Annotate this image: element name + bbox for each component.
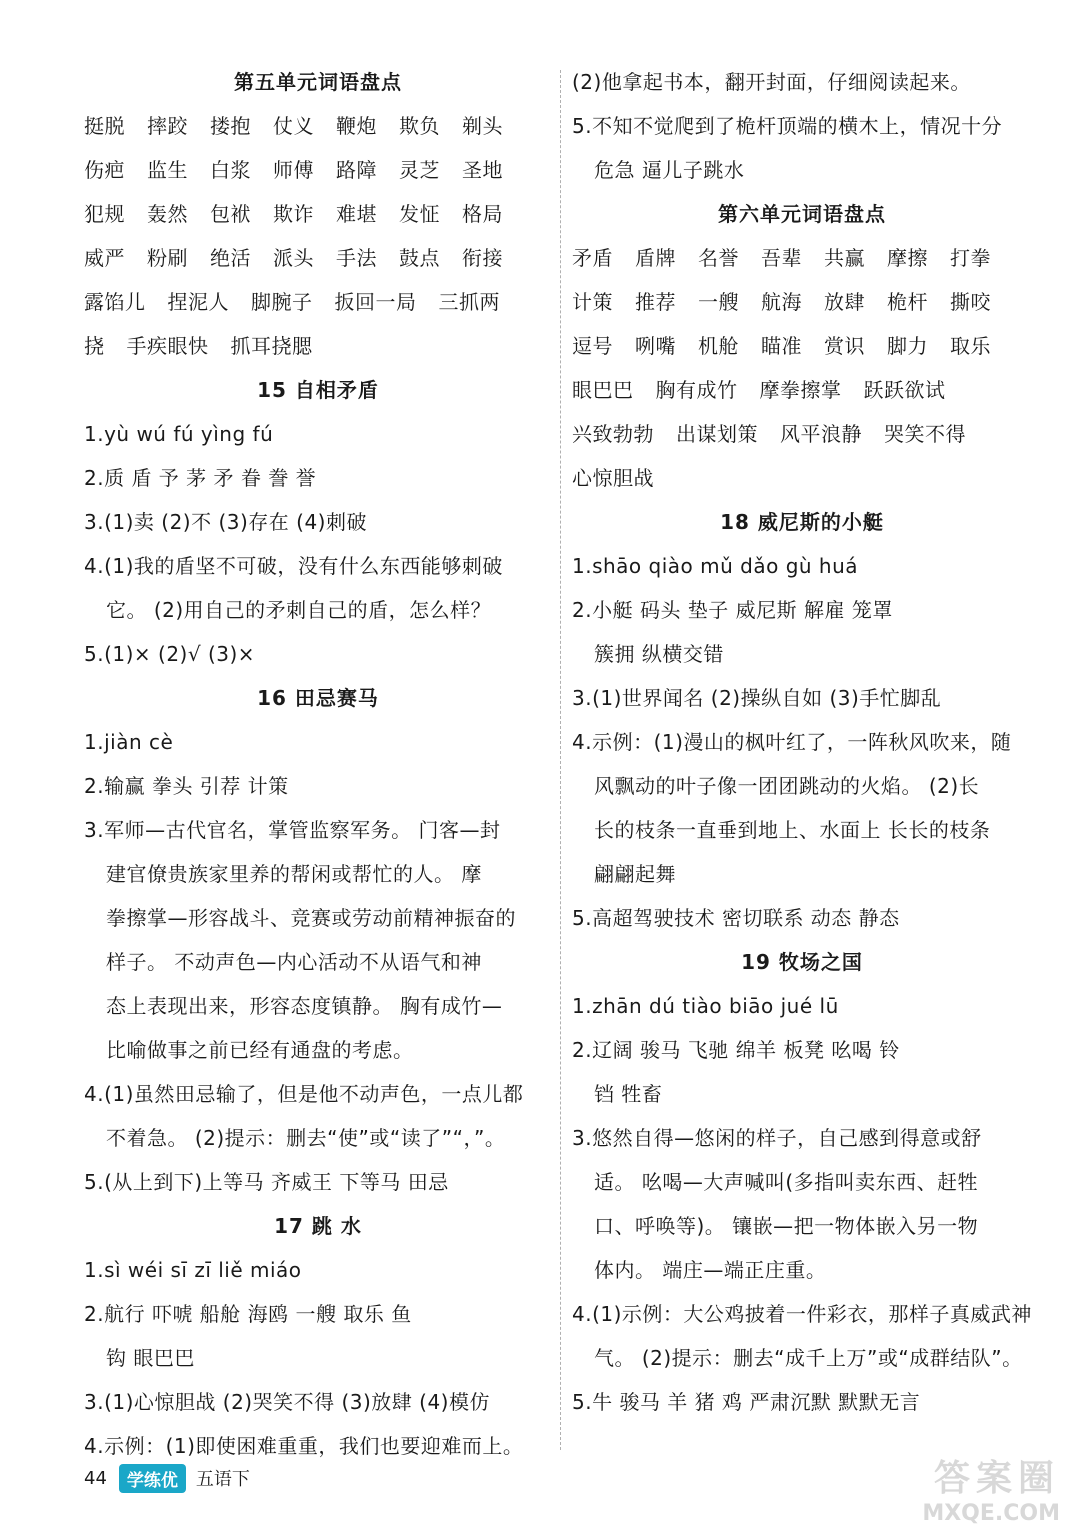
vocab-word: 名誉 — [698, 246, 739, 270]
vocab-word: 搂抱 — [210, 114, 251, 138]
vocab-word: 挠 — [84, 334, 105, 358]
vocab-word: 派头 — [273, 246, 314, 270]
answer-line: 翩翩起舞 — [594, 862, 676, 886]
vocab-word: 吾辈 — [761, 246, 802, 270]
lesson17-answers — [84, 1248, 552, 1468]
lesson17-answers-continued — [572, 60, 1032, 192]
vocab-word: 计策 — [572, 290, 613, 314]
vocab-word: 取乐 — [950, 334, 991, 358]
vocab-word: 机舱 — [698, 334, 739, 358]
lesson19-answers — [572, 984, 1032, 1424]
vocab-word: 抓耳挠腮 — [230, 334, 313, 358]
answer-line: 拳擦掌—形容战斗、竞赛或劳动前精神振奋的 — [106, 906, 516, 930]
answer-line: 它。 (2)用自己的矛刺自己的盾，怎么样？ — [106, 598, 492, 622]
vocab-word: 监生 — [147, 158, 188, 182]
answer-line: 危急 逼儿子跳水 — [594, 158, 745, 182]
answer-line: 4.示例：(1)漫山的枫叶红了，一阵秋风吹来，随 — [572, 730, 1012, 754]
unit5-word-list — [84, 104, 552, 368]
vocab-word: 盾牌 — [635, 246, 676, 270]
lesson19-title: 19 牧场之国 — [741, 950, 863, 974]
vocab-word: 衔接 — [462, 246, 503, 270]
vocab-word: 手疾眼快 — [126, 334, 209, 358]
answer-line: 5.高超驾驶技术 密切联系 动态 静态 — [572, 906, 900, 930]
answer-line: 建官僚贵族家里养的帮闲或帮忙的人。 摩 — [106, 862, 482, 886]
vocab-word: 难堪 — [336, 202, 377, 226]
vocab-word: 格局 — [462, 202, 503, 226]
unit6-word-list — [572, 236, 1032, 500]
watermark — [880, 1450, 1060, 1530]
unit6-title: 第六单元词语盘点 — [718, 202, 886, 226]
vocab-word: 威严 — [84, 246, 125, 270]
answer-line: 4.(1)示例：大公鸡披着一件彩衣，那样子真威武神 — [572, 1302, 1032, 1326]
vocab-word: 眼巴巴 — [572, 378, 634, 402]
answer-line: 2.输赢 拳头 引荐 计策 — [84, 774, 289, 798]
vocab-row — [84, 148, 552, 192]
vocab-row — [572, 280, 1032, 324]
answer-line: 2.航行 吓唬 船舱 海鸥 一艘 取乐 鱼 — [84, 1302, 412, 1326]
answer-line: 铛 牲畜 — [594, 1082, 663, 1106]
left-column — [84, 60, 552, 1468]
answer-line: 5.(1)× (2)√ (3)× — [84, 642, 256, 666]
vocab-word: 发怔 — [399, 202, 440, 226]
vocab-word: 粉刷 — [147, 246, 188, 270]
vocab-word: 仗义 — [273, 114, 314, 138]
answer-line: 不着急。 (2)提示：删去“使”或“读了”“，”。 — [106, 1126, 506, 1150]
answer-line: 5.(从上到下)上等马 齐威王 下等马 田忌 — [84, 1170, 449, 1194]
vocab-word: 绝活 — [210, 246, 251, 270]
lesson18-title: 18 威尼斯的小艇 — [720, 510, 884, 534]
page-footer — [84, 1460, 250, 1496]
vocab-word: 包袱 — [210, 202, 251, 226]
vocab-word: 跃跃欲试 — [863, 378, 946, 402]
vocab-word: 捏泥人 — [167, 290, 229, 314]
vocab-row — [84, 280, 552, 324]
vocab-word: 脚力 — [887, 334, 928, 358]
vocab-word: 赏识 — [824, 334, 865, 358]
watermark-title: 答案圈 — [933, 1458, 1060, 1499]
vocab-word: 摩擦 — [887, 246, 928, 270]
vocab-word: 哭笑不得 — [884, 422, 966, 446]
vocab-row — [84, 324, 552, 368]
answer-line: 1.zhān dú tiào biāo jué lū — [572, 994, 839, 1018]
answer-line: 适。 吆喝—大声喊叫(多指叫卖东西、赶牲 — [594, 1170, 979, 1194]
vocab-word: 脚腕子 — [251, 290, 313, 314]
answer-line: 1.shāo qiào mǔ dǎo gù huá — [572, 554, 859, 578]
vocab-row — [572, 368, 1032, 412]
answer-line: 2.辽阔 骏马 飞驰 绵羊 板凳 吆喝 铃 — [572, 1038, 900, 1062]
vocab-row — [572, 324, 1032, 368]
vocab-row — [572, 456, 1032, 500]
subject-label: 五语下 — [195, 1469, 250, 1490]
vocab-word: 挺脱 — [84, 114, 125, 138]
vocab-row — [572, 236, 1032, 280]
lesson16-answers — [84, 720, 552, 1204]
vocab-word: 咧嘴 — [635, 334, 676, 358]
vocab-word: 鞭炮 — [336, 114, 377, 138]
vocab-word: 露馅儿 — [84, 290, 146, 314]
answer-line: 气。 (2)提示：删去“成千上万”或“成群结队”。 — [594, 1346, 1023, 1370]
vocab-word: 三抓两 — [438, 290, 500, 314]
vocab-word: 打拳 — [950, 246, 991, 270]
unit5-title: 第五单元词语盘点 — [234, 70, 402, 94]
lesson17-title: 17 跳 水 — [274, 1214, 362, 1238]
vocab-word: 剃头 — [462, 114, 503, 138]
answer-line: 3.(1)卖 (2)不 (3)存在 (4)刺破 — [84, 510, 367, 534]
vocab-row — [84, 104, 552, 148]
answer-line: 1.sì wéi sī zī liě miáo — [84, 1258, 302, 1282]
vocab-word: 出谋划策 — [676, 422, 758, 446]
vocab-word: 撕咬 — [950, 290, 991, 314]
vocab-word: 圣地 — [462, 158, 503, 182]
answer-line: 4.示例：(1)即使困难重重，我们也要迎难而上。 — [84, 1434, 524, 1458]
lesson16-title: 16 田忌赛马 — [257, 686, 379, 710]
vocab-word: 一艘 — [698, 290, 739, 314]
vocab-word: 白浆 — [210, 158, 251, 182]
brand-logo: 学练优 — [119, 1464, 186, 1493]
answer-line: 比喻做事之前已经有通盘的考虑。 — [106, 1038, 414, 1062]
answer-line: 3.军师—古代官名，掌管监察军务。 门客—封 — [84, 818, 501, 842]
answer-line: 1.yù wú fú yìng fú — [84, 422, 274, 446]
vocab-word: 心惊胆战 — [572, 466, 654, 490]
answer-line: 口、呼唤等)。 镶嵌—把一物体嵌入另一物 — [594, 1214, 979, 1238]
vocab-word: 欺负 — [399, 114, 440, 138]
vocab-word: 胸有成竹 — [655, 378, 738, 402]
vocab-word: 鼓点 — [399, 246, 440, 270]
vocab-word: 桅杆 — [887, 290, 928, 314]
answer-line: 体内。 端庄—端正庄重。 — [594, 1258, 827, 1282]
answer-line: 1.jiàn cè — [84, 730, 174, 754]
vocab-row — [572, 412, 1032, 456]
answer-line: 5.不知不觉爬到了桅杆顶端的横木上，情况十分 — [572, 114, 1003, 138]
vocab-word: 逗号 — [572, 334, 613, 358]
lesson15-title: 15 自相矛盾 — [257, 378, 379, 402]
right-column — [572, 60, 1032, 1424]
vocab-word: 扳回一局 — [334, 290, 417, 314]
answer-line: 2.质 盾 予 茅 矛 眷 誊 誉 — [84, 466, 317, 490]
answer-line: 2.小艇 码头 垫子 威尼斯 解雇 笼罩 — [572, 598, 893, 622]
vocab-word: 犯规 — [84, 202, 125, 226]
vocab-word: 矛盾 — [572, 246, 613, 270]
answer-line: 簇拥 纵横交错 — [594, 642, 724, 666]
answer-line: 态上表现出来，形容态度镇静。 胸有成竹— — [106, 994, 503, 1018]
vocab-word: 灵芝 — [399, 158, 440, 182]
vocab-word: 路障 — [336, 158, 377, 182]
vocab-word: 兴致勃勃 — [572, 422, 654, 446]
answer-line: 3.悠然自得—悠闲的样子，自己感到得意或舒 — [572, 1126, 982, 1150]
answer-line: 3.(1)心惊胆战 (2)哭笑不得 (3)放肆 (4)模仿 — [84, 1390, 490, 1414]
watermark-url: MXQE.COM — [922, 1501, 1060, 1526]
answer-line: 4.(1)我的盾坚不可破，没有什么东西能够刺破 — [84, 554, 503, 578]
lesson18-answers — [572, 544, 1032, 940]
column-divider — [560, 70, 561, 1450]
vocab-word: 伤疤 — [84, 158, 125, 182]
vocab-word: 瞄准 — [761, 334, 802, 358]
vocab-word: 欺诈 — [273, 202, 314, 226]
vocab-word: 摔跤 — [147, 114, 188, 138]
vocab-word: 风平浪静 — [780, 422, 862, 446]
answer-line: 钩 眼巴巴 — [106, 1346, 195, 1370]
vocab-word: 共赢 — [824, 246, 865, 270]
answer-line: 4.(1)虽然田忌输了，但是他不动声色，一点儿都 — [84, 1082, 524, 1106]
vocab-word: 放肆 — [824, 290, 865, 314]
vocab-row — [84, 236, 552, 280]
answer-line: 样子。 不动声色—内心活动不从语气和神 — [106, 950, 482, 974]
vocab-word: 摩拳擦掌 — [759, 378, 842, 402]
vocab-word: 师傅 — [273, 158, 314, 182]
page-number: 44 — [84, 1467, 107, 1489]
answer-line: 5.牛 骏马 羊 猪 鸡 严肃沉默 默默无言 — [572, 1390, 921, 1414]
vocab-row — [84, 192, 552, 236]
lesson15-answers — [84, 412, 552, 676]
vocab-word: 手法 — [336, 246, 377, 270]
answer-line: 长的枝条一直垂到地上、水面上 长长的枝条 — [594, 818, 991, 842]
answer-line: 3.(1)世界闻名 (2)操纵自如 (3)手忙脚乱 — [572, 686, 942, 710]
answer-line: (2)他拿起书本，翻开封面，仔细阅读起来。 — [572, 70, 971, 94]
vocab-word: 推荐 — [635, 290, 676, 314]
vocab-word: 轰然 — [147, 202, 188, 226]
answer-line: 风飘动的叶子像一团团跳动的火焰。 (2)长 — [594, 774, 980, 798]
vocab-word: 航海 — [761, 290, 802, 314]
